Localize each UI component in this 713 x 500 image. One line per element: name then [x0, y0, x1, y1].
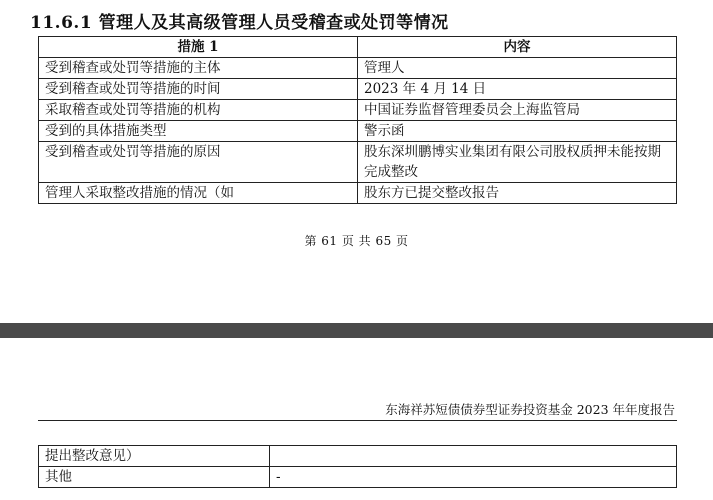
continued-table	[38, 445, 677, 488]
table-row	[39, 58, 677, 79]
row-label: 提出整改意见）	[39, 446, 270, 467]
row-label: 受到稽查或处罚等措施的原因	[39, 142, 358, 183]
row-value: 股东方已提交整改报告	[358, 183, 677, 204]
row-label: 受到稽查或处罚等措施的时间	[39, 79, 358, 100]
row-value: -	[270, 467, 677, 488]
table-row	[39, 142, 677, 183]
table-row	[39, 121, 677, 142]
table-row	[39, 79, 677, 100]
row-value: 警示函	[358, 121, 677, 142]
row-label: 采取稽查或处罚等措施的机构	[39, 100, 358, 121]
row-label: 其他	[39, 467, 270, 488]
table-row	[39, 467, 677, 488]
table-header-row	[39, 37, 677, 58]
row-value: 中国证券监督管理委员会上海监管局	[358, 100, 677, 121]
row-value: 管理人	[358, 58, 677, 79]
row-label: 受到稽查或处罚等措施的主体	[39, 58, 358, 79]
table-row	[39, 183, 677, 204]
table-row	[39, 446, 677, 467]
running-header: 东海祥苏短债债券型证券投资基金 2023 年年度报告	[385, 402, 675, 417]
row-label: 受到的具体措施类型	[39, 121, 358, 142]
table-row	[39, 100, 677, 121]
header-measure: 措施 1	[39, 37, 358, 58]
header-content: 内容	[358, 37, 677, 58]
row-label: 管理人采取整改措施的情况（如	[39, 183, 358, 204]
row-value	[270, 446, 677, 467]
page-divider	[0, 323, 713, 338]
row-value: 股东深圳鹏博实业集团有限公司股权质押未能按期完成整改	[358, 142, 677, 183]
row-value: 2023 年 4 月 14 日	[358, 79, 677, 100]
header-rule	[38, 420, 677, 421]
measures-table	[38, 36, 677, 204]
page-number: 第 61 页 共 65 页	[304, 234, 409, 248]
section-title: 11.6.1 管理人及其高级管理人员受稽查或处罚等情况	[30, 13, 449, 33]
